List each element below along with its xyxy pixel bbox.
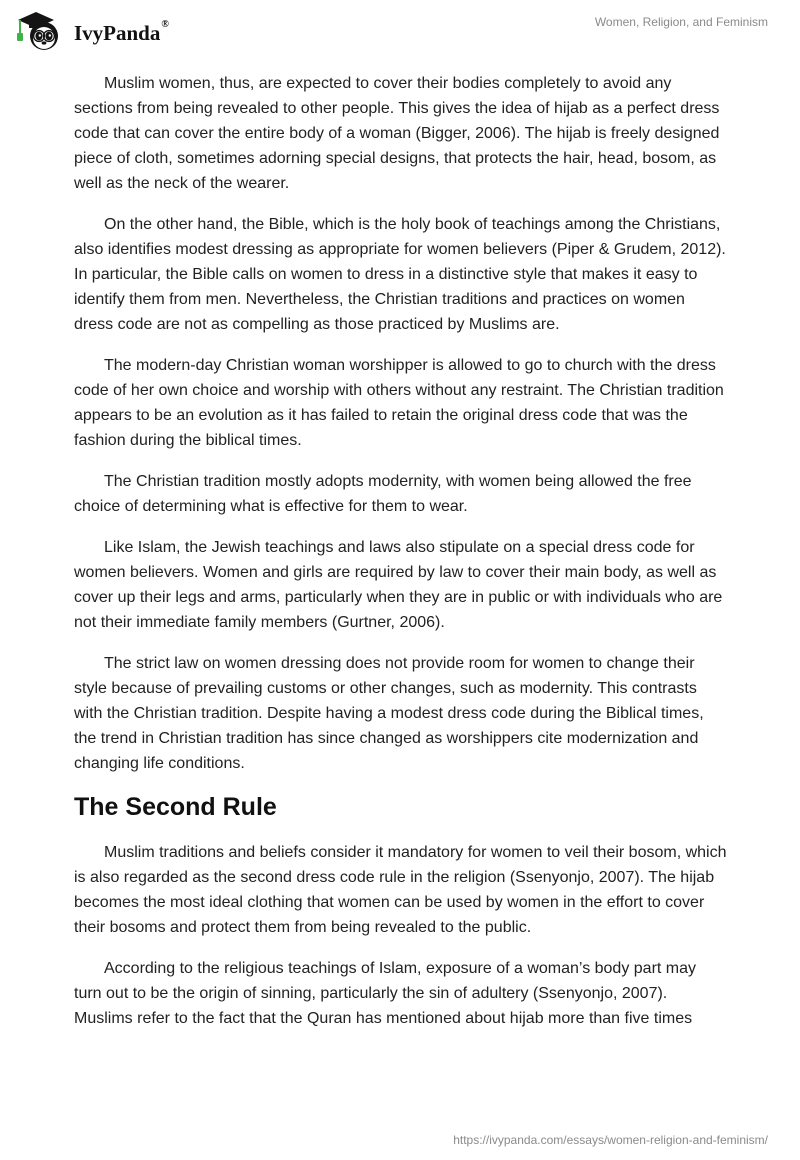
brand-logo[interactable] (14, 9, 169, 53)
running-title: Women, Religion, and Feminism (594, 15, 768, 29)
registered-mark: ® (161, 18, 169, 30)
brand-name: IvyPanda® (74, 18, 169, 45)
paragraph: The Christian tradition mostly adopts modernity, with women being allowed the free choice of determining what is effective for them to wear. (74, 473, 692, 515)
paragraph: Muslim traditions and beliefs consider it mandatory for women to veil their bosom, which is also regarded as the second dress code rule in the religion (Ssenyonjo, 2007). The hijab becomes the most ideal clothing that women can be used by women in the effort to cover their bosoms and protect them from being revealed to the public. (74, 844, 727, 936)
paragraph: Like Islam, the Jewish teachings and laws also stipulate on a special dress code for women believers. Women and girls are required by law to cover their main body, as well as cover up their legs and arms, particularly when they are in public or with individuals who are not their immediate family members (Gurtner, 2006). (74, 539, 723, 631)
section-heading: The Second Rule (74, 793, 277, 821)
essay-content (74, 71, 728, 1047)
paragraph: Muslim women, thus, are expected to cover their bodies completely to avoid any sections from being revealed to other people. This gives the idea of hijab as a perfect dress code that can cover the entire body of a woman (Bigger, 2006). The hijab is freely designed piece of cloth, sometimes adorning special designs, that protects the hair, head, bosom, as well as the neck of the wearer. (74, 75, 720, 192)
paragraph: The modern-day Christian woman worshipper is allowed to go to church with the dress code of her own choice and worship with others without any restraint. The Christian tradition appears to be an evolution as it has failed to retain the original dress code that was the fashion during the biblical times. (74, 357, 724, 449)
page-header (0, 0, 800, 60)
paragraph: According to the religious teachings of Islam, exposure of a woman’s body part may turn out to be the origin of sinning, particularly the sin of adultery (Ssenyonjo, 2007). Muslims refer to the fact that the Quran has mentioned about hijab more than five times (74, 960, 697, 1027)
panda-graduate-logo-icon (14, 9, 66, 53)
paragraph: The strict law on women dressing does not provide room for women to change their style because of prevailing customs or other changes, such as modernity. This contrasts with the Christian tradition. Despite having a modest dress code during the Biblical times, the trend in Christian tradition has since changed as worshippers cite modernization and changing life conditions. (74, 655, 704, 772)
source-url[interactable]: https://ivypanda.com/essays/women-religion-and-feminism/ (453, 1133, 768, 1147)
paragraph: On the other hand, the Bible, which is the holy book of teachings among the Christians, also identifies modest dressing as appropriate for women believers (Piper & Grudem, 2012). In particular, the Bible calls on women to dress in a distinctive style that makes it easy to identify them from men. Nevertheless, the Christian traditions and practices on women dress code are not as compelling as those practiced by Muslims are. (74, 216, 726, 333)
